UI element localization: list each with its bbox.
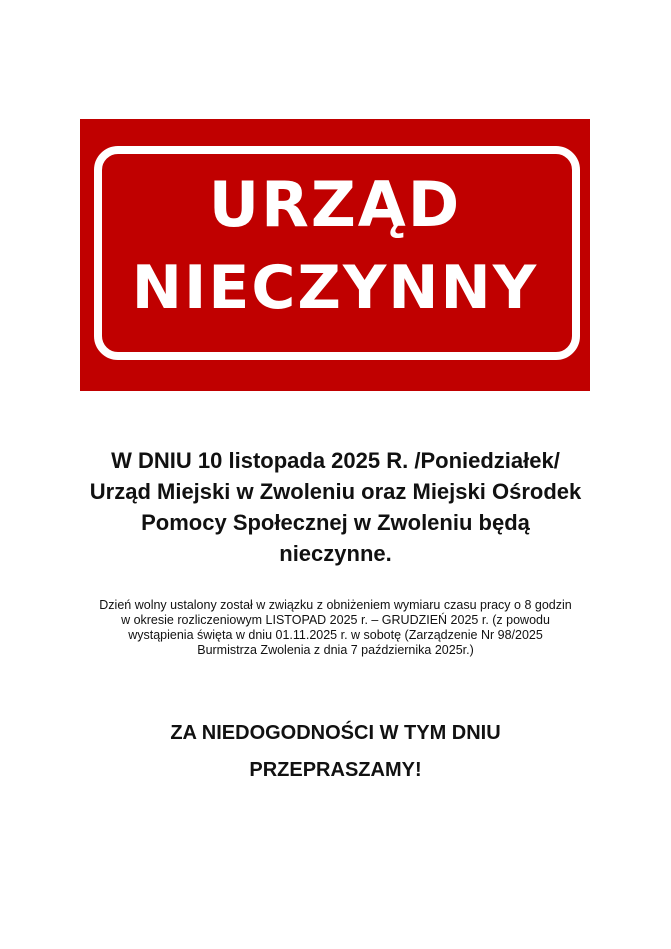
headline-line: W DNIU 10 listopada 2025 R. /Poniedziałek/	[111, 448, 560, 473]
banner-title-line-2: NIECZYNNY	[131, 253, 539, 323]
closed-office-banner	[80, 119, 590, 391]
notice-line: Dzień wolny ustalony został w związku z obniżeniem wymiaru czasu pracy o 8 godzin	[99, 598, 572, 612]
headline-line: Urząd Miejski w Zwoleniu oraz Miejski Ośrodek	[89, 479, 582, 504]
headline-line: Pomocy Społecznej w Zwoleniu będą	[141, 510, 530, 535]
announcement-headline	[60, 445, 611, 569]
notice-line: Burmistrza Zwolenia z dnia 7 października 2025r.)	[197, 643, 474, 657]
apology-message	[60, 715, 611, 789]
notice-line: wystąpienia święta w dniu 01.11.2025 r. w sobotę (Zarządzenie Nr 98/2025	[128, 628, 543, 642]
banner-title-line-1: URZĄD	[208, 168, 462, 241]
notice-paragraph	[60, 598, 611, 658]
apology-line: ZA NIEDOGODNOŚCI W TYM DNIU	[170, 722, 501, 744]
apology-line: PRZEPRASZAMY!	[249, 759, 422, 781]
notice-line: w okresie rozliczeniowym LISTOPAD 2025 r. – GRUDZIEŃ 2025 r. (z powodu	[121, 613, 550, 627]
headline-line: nieczynne.	[279, 541, 392, 566]
